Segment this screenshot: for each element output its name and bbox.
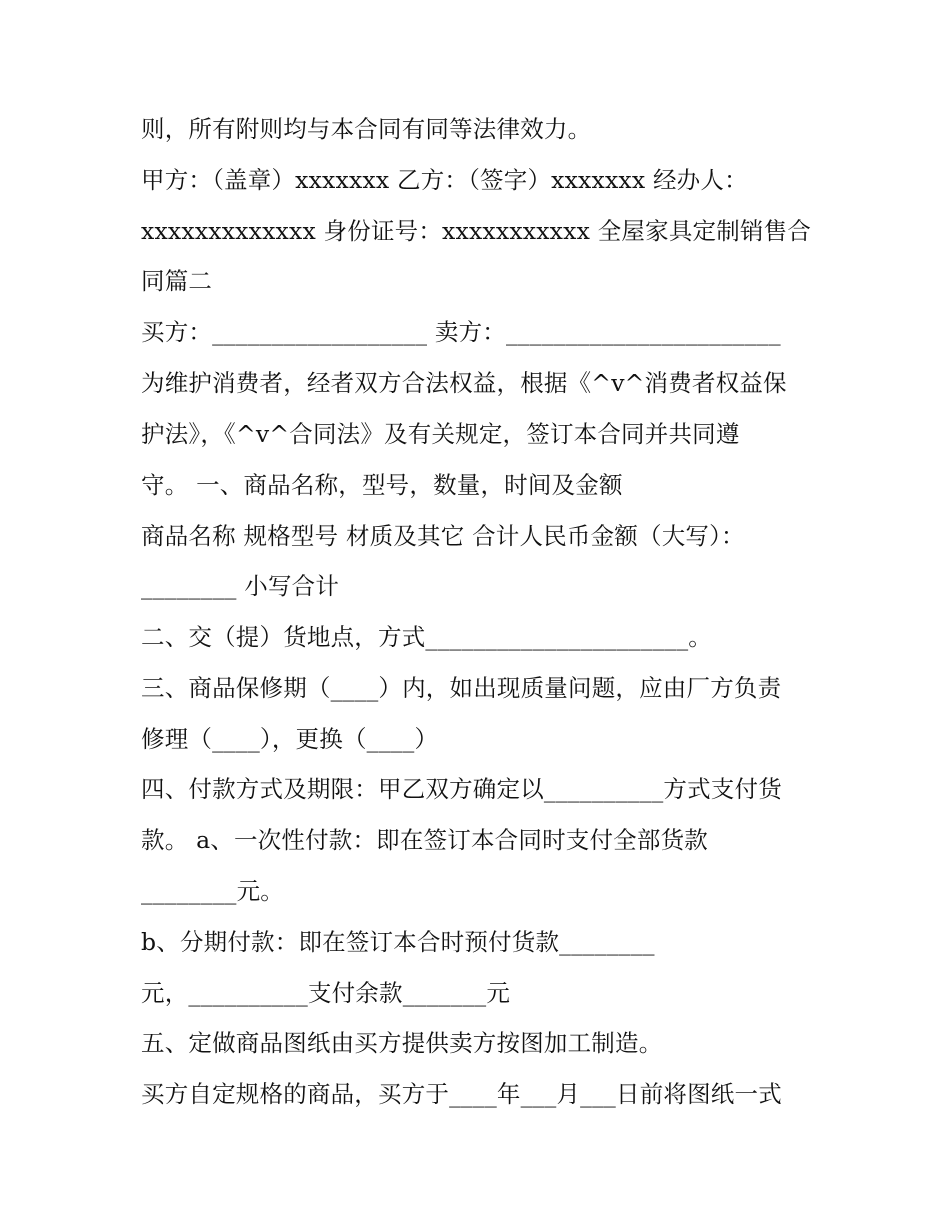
text-line: 为维护消费者，经者双方合法权益，根据《^v^消费者权益保: [141, 369, 787, 397]
text-line: 买方自定规格的商品，买方于____年___月___日前将图纸一式: [141, 1080, 782, 1108]
text-line: 买方：__________________ 卖方：_______________________: [141, 318, 781, 346]
text-line: 二、交（提）货地点，方式______________________。: [141, 623, 712, 651]
text-line: 同篇二: [141, 267, 213, 295]
text-line: ________元。: [141, 877, 284, 905]
text-line: b、分期付款：即在签订本合时预付货款________: [141, 928, 655, 956]
text-line: 三、商品保修期（____）内，如出现质量问题，应由厂方负责: [141, 674, 782, 702]
text-line: 护法》，《^v^合同法》及有关规定，签订本合同并共同遵: [141, 420, 740, 448]
text-line: 守。 一、商品名称，型号，数量，时间及金额: [141, 471, 623, 499]
text-line: xxxxxxxxxxxxx 身份证号：xxxxxxxxxxx 全屋家具定制销售合: [141, 217, 812, 245]
text-line: ________ 小写合计: [141, 572, 340, 600]
text-line: 修理（____），更换（____）: [141, 725, 439, 753]
text-line: 商品名称 规格型号 材质及其它 合计人民币金额（大写）：: [141, 522, 745, 550]
text-line: 甲方：（盖章）xxxxxxx 乙方：（签字）xxxxxxx 经办人：: [141, 166, 748, 194]
text-line: 四、付款方式及期限：甲乙双方确定以__________方式支付货: [141, 775, 782, 803]
text-line: 元，__________支付余款_______元: [141, 979, 511, 1007]
text-line: 款。 a、一次性付款：即在签订本合同时支付全部货款: [141, 826, 708, 854]
text-line: 则，所有附则均与本合同有同等法律效力。: [141, 115, 592, 143]
text-line: 五、定做商品图纸由买方提供卖方按图加工制造。: [141, 1029, 663, 1057]
